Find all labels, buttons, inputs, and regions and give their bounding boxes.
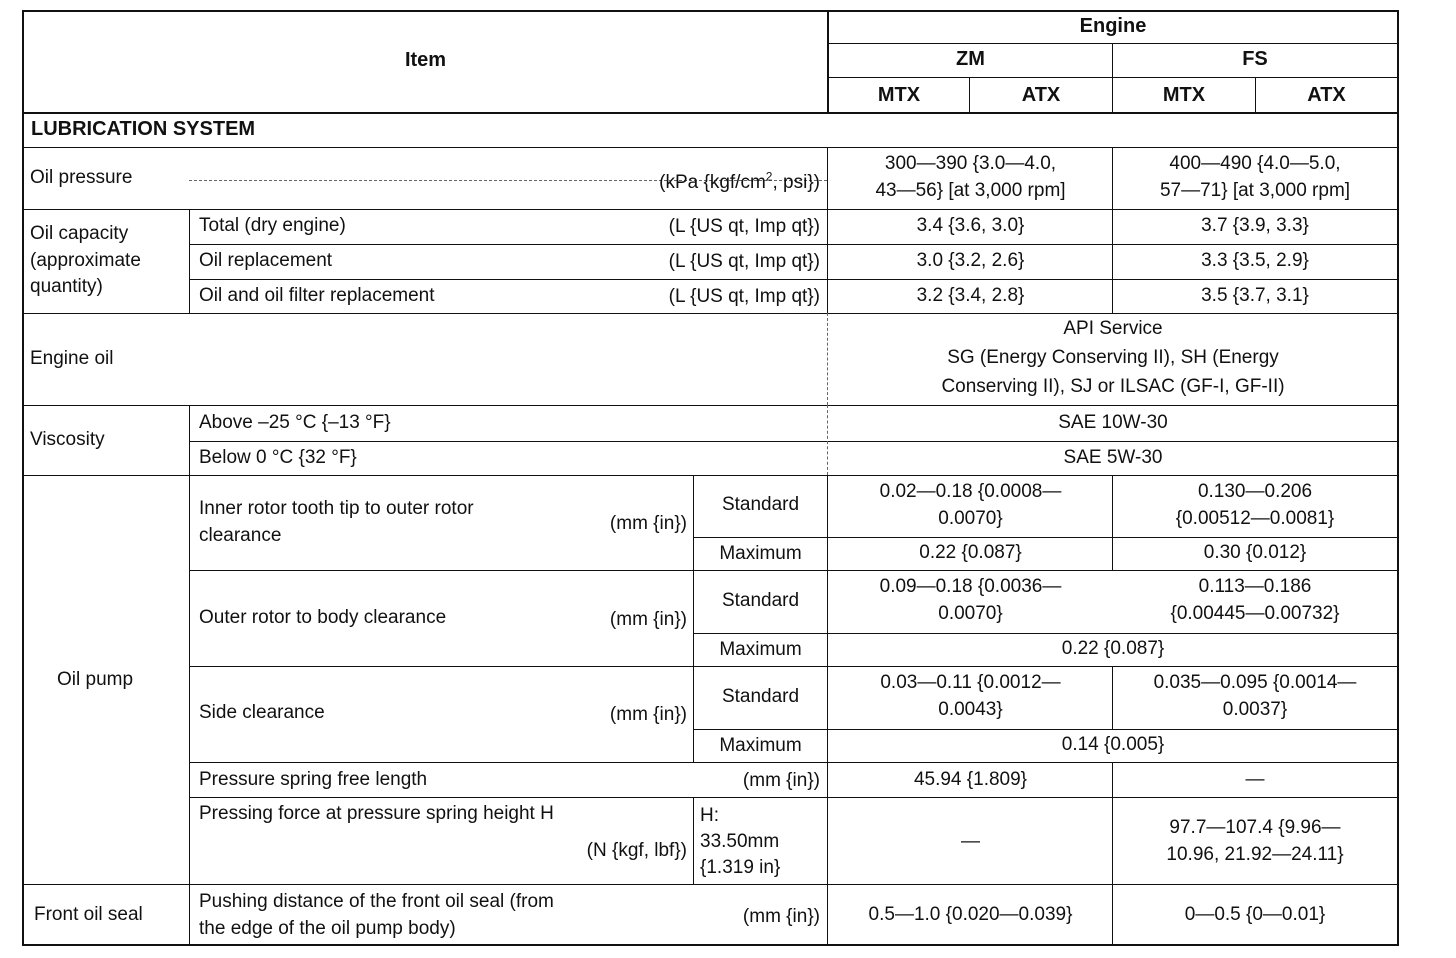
- oil-capacity-label-3: quantity): [30, 276, 103, 297]
- front-seal-desc-1: Pushing distance of the front oil seal (from: [199, 891, 554, 912]
- inner-rotor-std-zm-2: 0.0070}: [938, 508, 1003, 529]
- oil-filter-replacement-zm: 3.2 {3.4, 2.8}: [916, 285, 1025, 306]
- front-seal-unit: (mm {in}): [742, 906, 820, 927]
- side-clearance-maximum-label: Maximum: [719, 735, 802, 756]
- side-clearance-standard-label: Standard: [721, 686, 800, 707]
- viscosity-above-label: Above –25 °C {–13 °F}: [199, 412, 391, 433]
- oil-pump-label: Oil pump: [57, 669, 134, 690]
- oil-capacity-label-1: Oil capacity: [30, 223, 129, 244]
- engine-oil-label: Engine oil: [30, 348, 114, 369]
- inner-rotor-std-fs-1: 0.130—0.206: [1197, 481, 1313, 502]
- inner-rotor-unit: (mm {in}): [609, 513, 687, 534]
- oil-pressure-fs-line2: 57—71} [at 3,000 rpm]: [1159, 180, 1351, 201]
- inner-rotor-standard-label: Standard: [721, 494, 800, 515]
- oil-filter-replacement-label: Oil and oil filter replacement: [199, 285, 435, 306]
- viscosity-below-value: SAE 5W-30: [1063, 447, 1163, 468]
- outer-rotor-std-fs-2: {0.00445—0.00732}: [1170, 603, 1340, 624]
- spring-length-label: Pressure spring free length: [199, 769, 428, 790]
- zm-mtx-header: MTX: [877, 84, 921, 106]
- pressing-force-zm: —: [961, 831, 980, 852]
- front-seal-desc-2: the edge of the oil pump body): [199, 918, 456, 939]
- oil-replacement-unit: (L {US qt, Imp qt}): [668, 251, 820, 272]
- side-clearance-label: Side clearance: [199, 702, 325, 723]
- oil-pressure-zm-line1: 300—390 {3.0—4.0,: [884, 153, 1057, 174]
- side-clearance-std-zm-2: 0.0043}: [938, 699, 1003, 720]
- side-clearance-max-value: 0.14 {0.005}: [1061, 734, 1165, 755]
- side-clearance-unit: (mm {in}): [609, 704, 687, 725]
- oil-pressure-label: Oil pressure: [30, 167, 133, 188]
- oil-capacity-total-fs: 3.7 {3.9, 3.3}: [1201, 215, 1309, 236]
- oil-capacity-total-zm: 3.4 {3.6, 3.0}: [916, 215, 1025, 236]
- outer-rotor-standard-label: Standard: [721, 590, 800, 611]
- spring-length-zm: 45.94 {1.809}: [913, 769, 1028, 790]
- inner-rotor-std-fs-2: {0.00512—0.0081}: [1175, 508, 1335, 529]
- side-clearance-std-fs-2: 0.0037}: [1222, 699, 1288, 720]
- pressing-force-unit: (N {kgf, lbf}): [586, 840, 687, 861]
- side-clearance-std-zm-1: 0.03—0.11 {0.0012—: [880, 672, 1061, 693]
- viscosity-above-value: SAE 10W-30: [1058, 412, 1168, 433]
- front-seal-fs: 0—0.5 {0—0.01}: [1184, 904, 1326, 925]
- oil-pressure-fs-line1: 400—490 {4.0—5.0,: [1169, 153, 1341, 174]
- inner-rotor-max-fs: 0.30 {0.012}: [1203, 542, 1307, 563]
- pressing-force-h-1: H:: [700, 805, 719, 826]
- oil-replacement-fs: 3.3 {3.5, 2.9}: [1201, 250, 1309, 271]
- oil-replacement-zm: 3.0 {3.2, 2.6}: [916, 250, 1025, 271]
- outer-rotor-label: Outer rotor to body clearance: [199, 607, 447, 628]
- zm-atx-header: ATX: [1021, 84, 1061, 106]
- oil-capacity-total-label: Total (dry engine): [199, 215, 346, 236]
- oil-pressure-unit: (kPa {$kgf/cm^2$, psi}): [659, 169, 820, 193]
- outer-rotor-maximum-label: Maximum: [719, 639, 802, 660]
- oil-pressure-zm-line2: 43—56} [at 3,000 rpm]: [875, 180, 1066, 201]
- pressing-force-fs-2: 10.96, 21.92—24.11}: [1166, 844, 1344, 865]
- outer-rotor-std-zm-2: 0.0070}: [938, 603, 1003, 624]
- outer-rotor-std-zm-1: 0.09—0.18 {0.0036—: [879, 576, 1062, 597]
- side-clearance-std-fs-1: 0.035—0.095 {0.0014—: [1153, 672, 1357, 693]
- oil-replacement-label: Oil replacement: [199, 250, 333, 271]
- fs-atx-header: ATX: [1307, 84, 1346, 106]
- pressing-force-fs-1: 97.7—107.4 {9.96—: [1169, 817, 1341, 838]
- viscosity-below-label: Below 0 °C {32 °F}: [199, 447, 357, 468]
- fs-mtx-header: MTX: [1162, 84, 1206, 106]
- outer-rotor-max-value: 0.22 {0.087}: [1061, 638, 1165, 659]
- engine-header: Engine: [1079, 15, 1147, 37]
- front-seal-zm: 0.5—1.0 {0.020—0.039}: [868, 904, 1073, 925]
- spring-length-fs: —: [1245, 769, 1265, 790]
- inner-rotor-maximum-label: Maximum: [719, 543, 802, 564]
- inner-rotor-label-2: clearance: [199, 525, 282, 546]
- engine-oil-line1: API Service: [1063, 318, 1163, 339]
- section-title: LUBRICATION SYSTEM: [31, 118, 256, 140]
- viscosity-label: Viscosity: [30, 429, 105, 450]
- inner-rotor-label-1: Inner rotor tooth tip to outer rotor: [199, 498, 474, 519]
- pressing-force-h-3: {1.319 in}: [700, 857, 781, 878]
- outer-rotor-unit: (mm {in}): [609, 609, 687, 630]
- zm-header: ZM: [956, 48, 985, 70]
- front-seal-label: Front oil seal: [34, 904, 143, 925]
- engine-oil-line3: Conserving II), SJ or ILSAC (GF-I, GF-II): [941, 376, 1285, 397]
- outer-rotor-std-fs-1: 0.113—0.186: [1198, 576, 1312, 597]
- pressing-force-h-2: 33.50mm: [700, 831, 780, 852]
- pressing-force-label: Pressing force at pressure spring height H: [199, 803, 554, 824]
- oil-filter-replacement-fs: 3.5 {3.7, 3.1}: [1201, 285, 1309, 306]
- inner-rotor-std-zm-1: 0.02—0.18 {0.0008—: [879, 481, 1062, 502]
- inner-rotor-max-zm: 0.22 {0.087}: [919, 542, 1022, 563]
- oil-filter-replacement-unit: (L {US qt, Imp qt}): [668, 286, 820, 307]
- oil-capacity-total-unit: (L {US qt, Imp qt}): [668, 216, 820, 237]
- fs-header: FS: [1242, 48, 1268, 70]
- engine-oil-line2: SG (Energy Conserving II), SH (Energy: [947, 347, 1279, 368]
- oil-capacity-label-2: (approximate: [30, 250, 141, 271]
- item-header: Item: [404, 49, 447, 71]
- spring-length-unit: (mm {in}): [742, 770, 820, 791]
